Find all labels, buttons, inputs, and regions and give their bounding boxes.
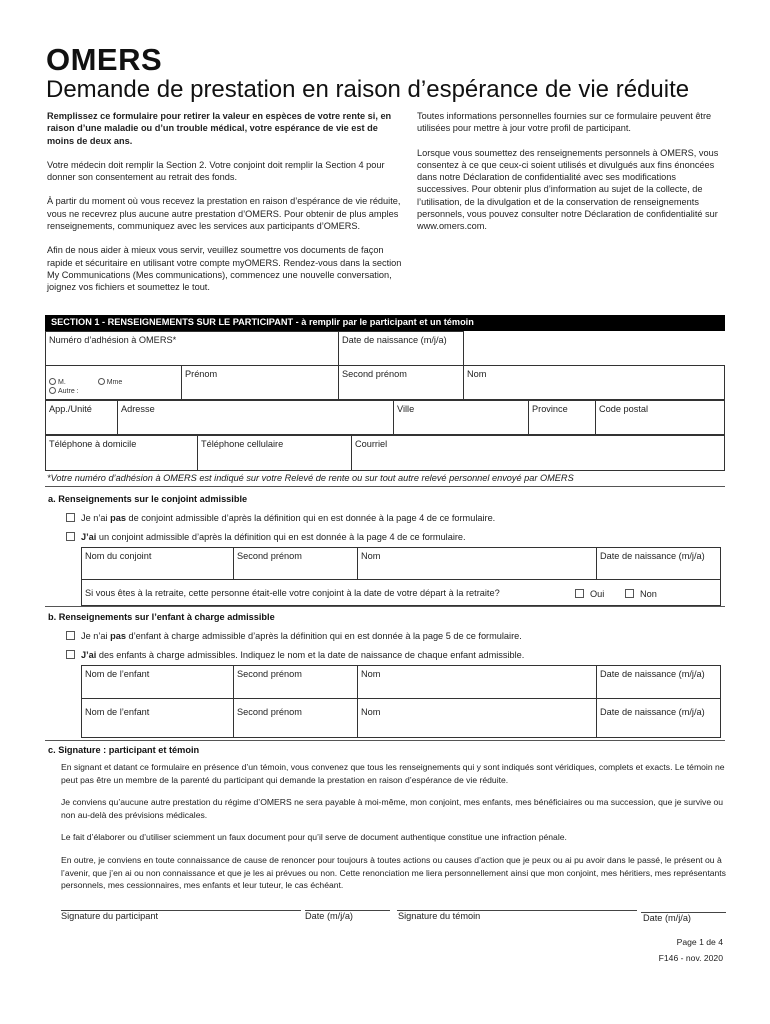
participant-date-label: Date (m/j/a) xyxy=(305,911,353,921)
witness-date-label: Date (m/j/a) xyxy=(643,913,691,923)
radio-mme[interactable] xyxy=(98,378,105,385)
option-text-bold: J’ai xyxy=(81,532,97,542)
non-option xyxy=(625,589,657,599)
omers-logo: OMERS xyxy=(46,42,163,77)
spouse-middle-name-field[interactable] xyxy=(233,547,358,580)
spouse-retirement-row xyxy=(81,579,721,606)
field-label: Second prénom xyxy=(237,669,302,679)
field-label: Numéro d’adhésion à OMERS* xyxy=(49,335,177,345)
field-label: Courriel xyxy=(355,439,388,449)
has-children-option xyxy=(66,650,524,660)
field-label: Nom xyxy=(361,669,381,679)
cell-phone-field[interactable] xyxy=(197,435,352,471)
field-label: Second prénom xyxy=(237,551,302,561)
declaration-paragraph: Je conviens qu’aucune autre prestation du régime d’OMERS ne sera payable à moi-même, mon conjoint, mes enfants, mes bénéficiaires ou ma succession, que je survive ou non au-delà des prévisions médicales. xyxy=(61,797,724,820)
field-label: Date de naissance (m/j/a) xyxy=(600,551,705,561)
field-label: Prénom xyxy=(185,369,218,379)
no-children-checkbox[interactable] xyxy=(66,631,75,640)
city-field[interactable] xyxy=(393,400,529,435)
divider xyxy=(45,740,725,741)
declaration-paragraph: En signant et datant ce formulaire en présence d’un témoin, vous convenez que tous les renseignements qui y sont indiqués sont véridiques, complets et exacts. Le témoin ne peut pas être un membre de la parenté du participant qui demande la prestation en raison d’espérance de vie réduite. xyxy=(61,762,725,785)
signature-heading: c. Signature : participant et témoin xyxy=(48,745,200,755)
intro-paragraph: Remplissez ce formulaire pour retirer la valeur en espèces de votre rente si, en raison d’une maladie ou d’un trouble médical, votre espérance de vie est de moins de deux ans. xyxy=(47,111,392,146)
email-field[interactable] xyxy=(351,435,725,471)
oui-checkbox[interactable] xyxy=(575,589,584,598)
spouse-last-name-field[interactable] xyxy=(357,547,597,580)
intro-paragraph: Toutes informations personnelles fournies sur ce formulaire peuvent être utilisées pour mettre à jour votre profil de participant. xyxy=(417,111,712,134)
spouse-heading: a. Renseignements sur le conjoint admissible xyxy=(48,494,248,504)
radio-label: Mme xyxy=(106,379,123,386)
field-label: Téléphone à domicile xyxy=(49,439,137,449)
field-label: Date de naissance (m/j/a) xyxy=(600,707,705,717)
field-label: App./Unité xyxy=(49,404,92,414)
intro-paragraph: Afin de nous aider à mieux vous servir, veuillez soumettre vos documents de façon rapide et sécuritaire en utilisant votre compte myOMERS. Rendez-vous dans la section My Communications (Mes communications), commencez une nouvelle conversation, joignez vos fichiers et soumettez le tout. xyxy=(47,245,402,293)
non-checkbox[interactable] xyxy=(625,589,634,598)
children-heading: b. Renseignements sur l’enfant à charge admissible xyxy=(48,612,275,622)
no-spouse-checkbox[interactable] xyxy=(66,513,75,522)
field-label: Nom xyxy=(361,707,381,717)
title-radio-row xyxy=(49,378,178,386)
radio-m[interactable] xyxy=(49,378,56,385)
option-text: Je n’ai xyxy=(81,631,111,641)
no-children-option xyxy=(66,631,522,641)
option-text: Oui xyxy=(590,589,605,599)
option-text: de conjoint admissible d’après la définition qui en est donnée à la page 4 de ce formulaire. xyxy=(125,513,496,523)
option-text: des enfants à charge admissibles. Indiquez le nom et la date de naissance de chaque enfant admissible. xyxy=(96,650,525,660)
field-label: Téléphone cellulaire xyxy=(201,439,284,449)
unit-field[interactable] xyxy=(45,400,118,435)
field-label: Ville xyxy=(397,404,415,414)
intro-paragraph: Lorsque vous soumettez des renseignements personnels à OMERS, vous consentez à ce que ceux-ci soient utilisés et divulgués aux fins énoncées dans notre Déclaration de confidentialité avec ses modifications successives. Pour obtenir plus d’information au sujet de la collecte, de l’utilisation, de la divulgation et de la conservation de renseignements personnels, vous pouvez consulter notre Déclaration de confidentialité sur www.omers.com. xyxy=(417,147,719,232)
option-text: d’enfant à charge admissible d’après la définition qui en est donnée à la page 5 de ce formulaire. xyxy=(125,631,522,641)
option-text-bold: J’ai xyxy=(81,650,97,660)
participant-signature-label: Signature du participant xyxy=(61,911,159,921)
page-number: Page 1 de 4 xyxy=(676,937,723,947)
radio-label: Autre : xyxy=(58,388,79,395)
child-last-name-field[interactable] xyxy=(357,665,597,699)
field-label: Second prénom xyxy=(342,369,407,379)
child-last-name-field[interactable] xyxy=(357,698,597,738)
option-text: Non xyxy=(640,589,657,599)
last-name-field[interactable] xyxy=(463,365,725,400)
intro-paragraph: À partir du moment où vous recevez la prestation en raison d’espérance de vie réduite, vous ne recevrez plus aucune autre prestation d’OMERS. Pour obtenir de plus amples renseignements, communiquez avec les services aux participants d’OMERS. xyxy=(47,196,401,232)
child-dob-field[interactable] xyxy=(596,665,721,699)
divider xyxy=(45,486,725,487)
retirement-question: Si vous êtes à la retraite, cette personne était-elle votre conjoint à la date de votre départ à la retraite? xyxy=(85,588,500,598)
middle-name-field[interactable] xyxy=(338,365,464,400)
intro-right xyxy=(417,110,729,245)
child-dob-field[interactable] xyxy=(596,698,721,738)
child-middle-name-field[interactable] xyxy=(233,698,358,738)
field-label: Date de naissance (m/j/a) xyxy=(342,335,447,345)
province-field[interactable] xyxy=(528,400,596,435)
spouse-first-name-field[interactable] xyxy=(81,547,234,580)
membership-note: *Votre numéro d’adhésion à OMERS est indiqué sur votre Relevé de rente ou sur tout autre relevé personnel envoyé par OMERS xyxy=(47,473,574,483)
field-label: Nom de l’enfant xyxy=(85,669,150,679)
option-text-bold: pas xyxy=(110,631,126,641)
oui-option xyxy=(575,589,604,599)
has-children-checkbox[interactable] xyxy=(66,650,75,659)
date-of-birth-field[interactable] xyxy=(338,331,464,366)
title-selector xyxy=(45,365,182,400)
first-name-field[interactable] xyxy=(181,365,339,400)
field-label: Second prénom xyxy=(237,707,302,717)
child-first-name-field[interactable] xyxy=(81,665,234,699)
has-spouse-checkbox[interactable] xyxy=(66,532,75,541)
title-radio-row xyxy=(49,387,178,395)
option-text: Je n’ai xyxy=(81,513,111,523)
child-middle-name-field[interactable] xyxy=(233,665,358,699)
field-label: Nom xyxy=(467,369,487,379)
membership-number-field[interactable] xyxy=(45,331,339,366)
section-1-header: SECTION 1 - RENSEIGNEMENTS SUR LE PARTICIPANT - à remplir par le participant et un témoin xyxy=(45,315,725,331)
field-label: Province xyxy=(532,404,568,414)
declaration-paragraph: En outre, je conviens en toute connaissance de cause de renoncer pour toujours à toutes actions ou causes d’action que je peux ou ai pu avoir dans le passé, le présent ou à l’avenir, que j’en ai ou non connaissance et que je les ai prévues ou non. Cette renonciation me liera personnellement ainsi que mon conjoint, mes héritiers, mes représentants personnels, mes cessionnaires, mes enfants et leur tuteur, le cas échéant. xyxy=(61,855,726,891)
field-label: Nom du conjoint xyxy=(85,551,152,561)
child-first-name-field[interactable] xyxy=(81,698,234,738)
address-field[interactable] xyxy=(117,400,394,435)
has-spouse-option xyxy=(66,532,466,542)
field-label: Adresse xyxy=(121,404,155,414)
option-text-bold: pas xyxy=(110,513,126,523)
field-label: Nom xyxy=(361,551,381,561)
option-text: un conjoint admissible d’après la définition qui en est donnée à la page 4 de ce formulaire. xyxy=(96,532,466,542)
field-label: Date de naissance (m/j/a) xyxy=(600,669,705,679)
field-label: Nom de l’enfant xyxy=(85,707,150,717)
field-label: Code postal xyxy=(599,404,649,414)
intro-paragraph: Votre médecin doit remplir la Section 2. Votre conjoint doit remplir la Section 4 pour donner son consentement au retrait des fonds. xyxy=(47,159,385,183)
radio-other[interactable] xyxy=(49,387,56,394)
postal-code-field[interactable] xyxy=(595,400,725,435)
no-spouse-option xyxy=(66,513,495,523)
witness-signature-label: Signature du témoin xyxy=(398,911,481,921)
spouse-dob-field[interactable] xyxy=(596,547,721,580)
intro-left xyxy=(47,110,403,306)
declaration-paragraph: Le fait d’élaborer ou d’utiliser sciemment un faux document pour qu’il serve de document authentique constitue une infraction pénale. xyxy=(61,832,567,842)
page-title: Demande de prestation en raison d’espérance de vie réduite xyxy=(46,76,690,103)
home-phone-field[interactable] xyxy=(45,435,198,471)
divider xyxy=(45,606,725,607)
form-code: F146 - nov. 2020 xyxy=(658,953,723,963)
radio-label: M. xyxy=(58,379,66,386)
